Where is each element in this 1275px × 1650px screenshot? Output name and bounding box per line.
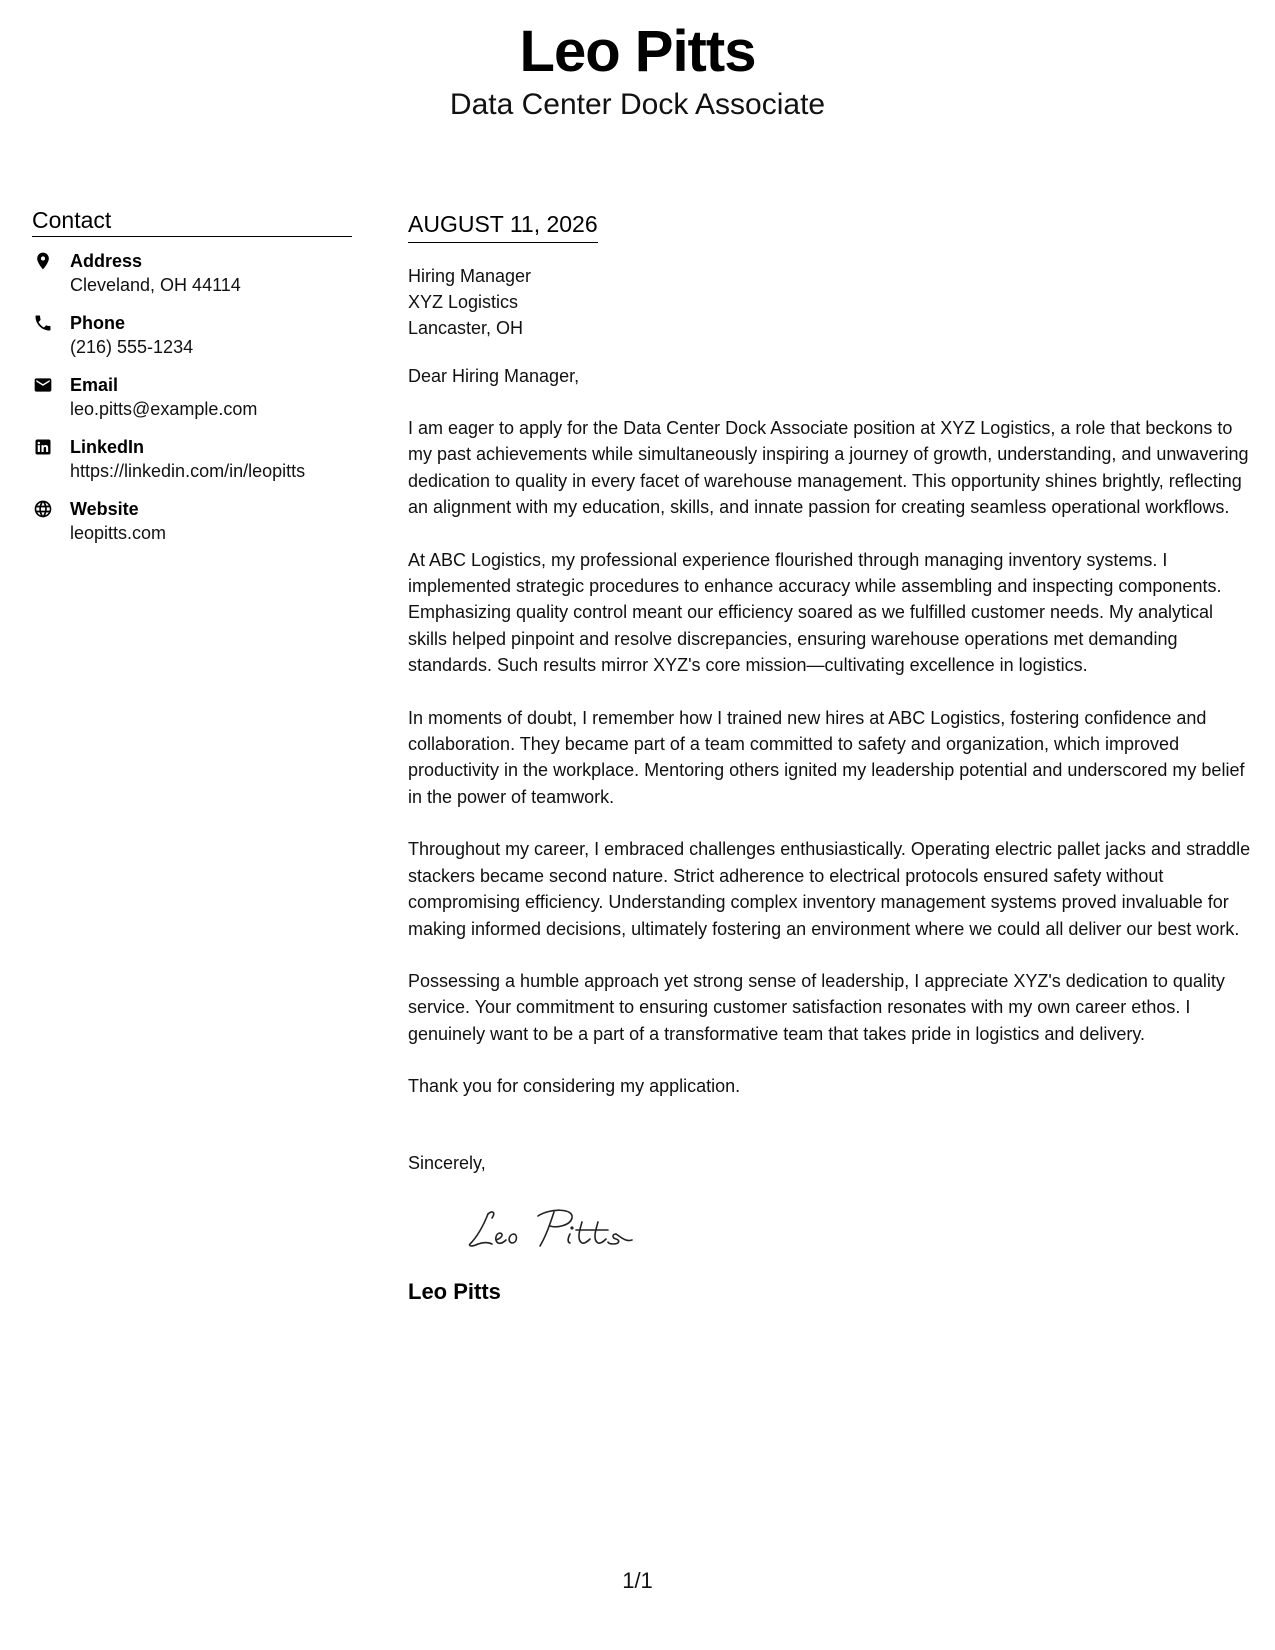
letter-date: AUGUST 11, 2026 [408,211,598,237]
globe-icon [32,498,54,520]
contact-list [32,249,352,545]
letter-header [0,18,1275,124]
body-paragraph: At ABC Logistics, my professional experience flourished through managing inventory systems. I implemented strategic procedures to enhance accuracy while assembling and inspecting components. Emphasizing quality control meant our efficiency soared as we fulfilled customer needs. My analytical skills helped pinpoint and resolve discrepancies, ensuring warehouse operations met demanding standards. Such results mirror XYZ's core mission—cultivating excellence in logistics. [408,549,1222,676]
handwritten-signature [458,1196,658,1256]
salutation: Dear Hiring Manager, [408,366,580,386]
signer-name: Leo Pitts [408,1278,501,1304]
contact-item-website [32,497,352,545]
contact-value-email[interactable]: leo.pitts@example.com [70,399,258,419]
contact-label-phone: Phone [70,313,126,333]
applicant-name: Leo Pitts [519,19,756,84]
contact-value-address: Cleveland, OH 44114 [70,275,241,295]
contact-value-linkedin[interactable]: https://linkedin.com/in/leopitts [70,461,306,481]
recipient-company: XYZ Logistics [408,292,519,312]
contact-label-address: Address [70,251,143,271]
contact-item-email [32,373,352,421]
closing: Sincerely, [408,1152,486,1173]
contact-sidebar [32,206,352,559]
job-title: Data Center Dock Associate [449,88,826,121]
contact-item-phone [32,311,352,359]
contact-item-address [32,249,352,297]
body-paragraph: Throughout my career, I embraced challenges enthusiastically. Operating electric pallet jacks and straddle stackers became second nature. Strict adherence to electrical protocols ensured safety without compromising efficiency. Understanding complex inventory management systems proved invaluable for making informed decisions, ultimately fostering an environment where we could all deliver our best work. [408,839,1251,939]
phone-icon [32,312,54,334]
contact-heading: Contact [32,206,352,237]
letter-body [408,210,1253,1306]
contact-value-phone: (216) 555-1234 [70,337,194,357]
recipient-block [408,263,1253,341]
map-pin-icon [32,250,54,272]
recipient-location: Lancaster, OH [408,318,524,338]
contact-label-website: Website [70,499,139,519]
linkedin-icon [32,436,54,458]
body-paragraph: Possessing a humble approach yet strong sense of leadership, I appreciate XYZ's dedication to quality service. Your commitment to ensuring customer satisfaction resonates with my own career ethos. I genuinely want to be a part of a transformative team that takes pride in logistics and delivery. [408,970,1225,1044]
date-block [408,210,598,243]
body-paragraph: In moments of doubt, I remember how I trained new hires at ABC Logistics, fostering confidence and collaboration. They became part of a team committed to safety and organization, which improved productivity in the workplace. Mentoring others ignited my leadership potential and underscored my belief in the power of teamwork. [408,707,1245,807]
body-paragraph: Thank you for considering my application. [408,1076,741,1097]
body-paragraph: I am eager to apply for the Data Center Dock Associate position at XYZ Logistics, a role that beckons to my past achievements while simultaneously inspiring a journey of growth, understanding, and unwavering dedication to quality in every facet of warehouse management. This opportunity shines brightly, reflecting an alignment with my education, skills, and innate passion for creating seamless operational workflows. [408,418,1249,518]
contact-value-website[interactable]: leopitts.com [70,523,167,543]
page-number: 1/1 [622,1568,653,1593]
recipient-title: Hiring Manager [408,266,532,286]
contact-item-linkedin [32,435,352,483]
envelope-icon [32,374,54,396]
contact-label-email: Email [70,375,119,395]
contact-label-linkedin: LinkedIn [70,437,145,457]
